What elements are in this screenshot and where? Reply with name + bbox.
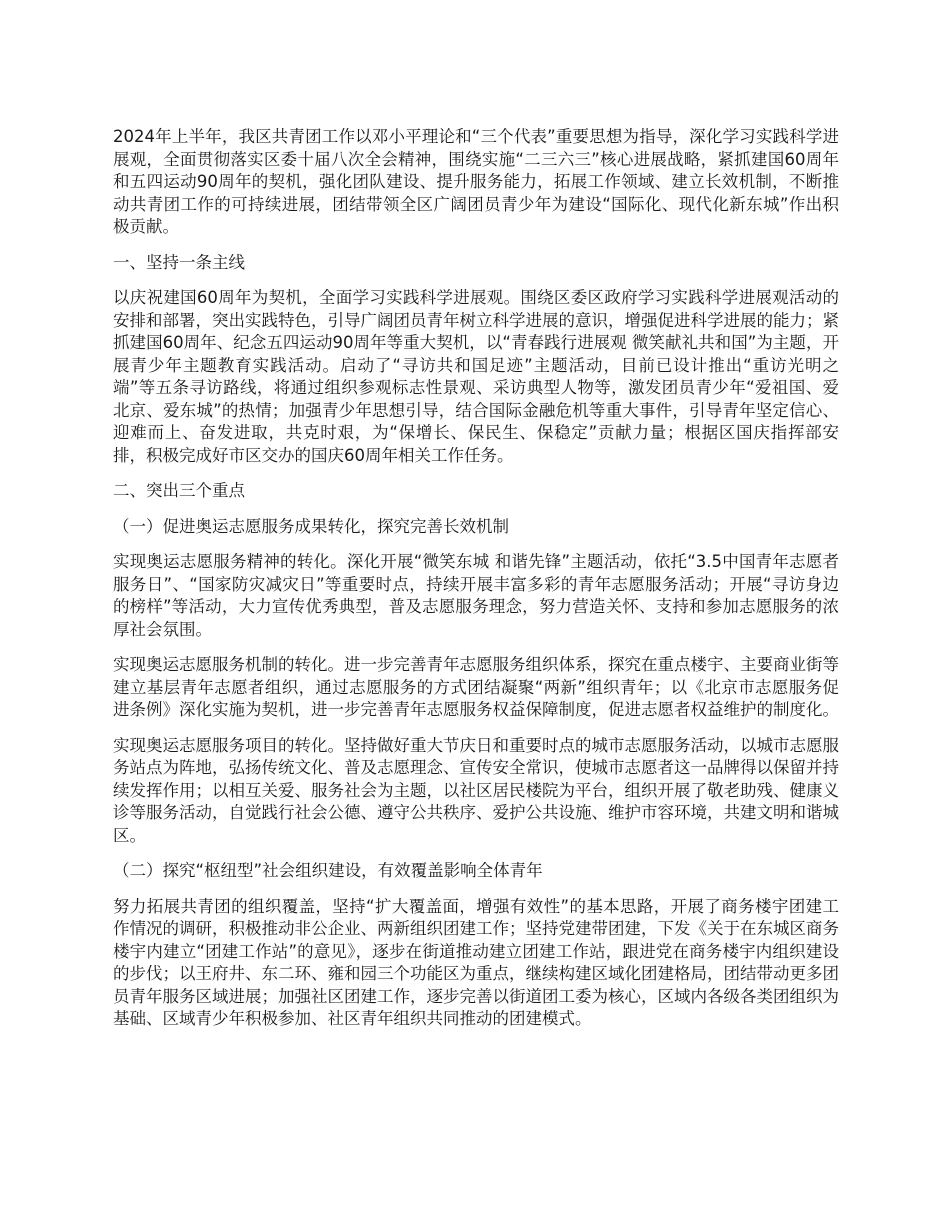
document-page (113, 126, 839, 1044)
section-1-paragraph: 以庆祝建国60周年为契机，全面学习实践科学进展观。围绕区委区政府学习实践科学进展观活动的安排和部署，突出实践特色，引导广阔团员青年树立科学进展的意识，增强促进科学进展的能力；紧抓建国60周年、纪念五四运动90周年等重大契机，以“青春践行进展观 微笑献礼共和国”为主题，开展青少年主题教育实践活动。启动了“寻访共和国足迹”主题活动，目前已设计推出“重访光明之端”等五条寻访路线，将通过组织参观标志性景观、采访典型人物等，激发团员青少年“爱祖国、爱北京、爱东城”的热情；加强青少年思想引导，结合国际金融危机等重大事件，引导青年坚定信心、迎难而上、奋发进取，共克时艰，为“保增长、保民生、保稳定”贡献力量；根据区国庆指挥部安排，积极完成好市区交办的国庆60周年相关工作任务。 (113, 288, 839, 465)
intro-paragraph: 2024年上半年，我区共青团工作以邓小平理论和“三个代表”重要思想为指导，深化学习实践科学进展观，全面贯彻落实区委十届八次全会精神，围绕实施“二三六三”核心进展战略，紧抓建国60周年和五四运动90周年的契机，强化团队建设、提升服务能力，拓展工作领域、建立长效机制，不断推动共青团工作的可持续进展，团结带领全区广阔团员青少年为建设“国际化、现代化新东城”作出积极贡献。 (113, 127, 839, 236)
subsection-1-paragraph-1: 实现奥运志愿服务精神的转化。深化开展“微笑东城 和谐先锋”主题活动，依托“3.5中国青年志愿者服务日”、“国家防灾减灾日”等重要时点，持续开展丰富多彩的青年志愿服务活动；开展“寻访身边的榜样”等活动，大力宣传优秀典型，普及志愿服务理念，努力营造关怀、支持和参加志愿服务的浓厚社会氛围。 (113, 552, 839, 639)
subsection-heading-1: （一）促进奥运志愿服务成果转化，探究完善长效机制 (113, 516, 509, 536)
subsection-1-paragraph-3: 实现奥运志愿服务项目的转化。坚持做好重大节庆日和重要时点的城市志愿服务活动，以城市志愿服务站点为阵地，弘扬传统文化、普及志愿理念、宣传安全常识，使城市志愿者这一品牌得以保留并持续发挥作用；以相互关爱、服务社会为主题，以社区居民楼院为平台，组织开展了敬老助残、健康义诊等服务活动，自觉践行社会公德、遵守公共秩序、爱护公共设施、维护市容环境，共建文明和谐城区。 (113, 735, 839, 845)
subsection-1-paragraph-2: 实现奥运志愿服务机制的转化。进一步完善青年志愿服务组织体系，探究在重点楼宇、主要商业街等建立基层青年志愿者组织，通过志愿服务的方式团结凝聚“两新”组织青年；以《北京市志愿服务促进条例》深化实施为契机，进一步完善青年志愿服务权益保障制度，促进志愿者权益维护的制度化。 (113, 655, 839, 719)
section-heading-1: 一、坚持一条主线 (113, 252, 245, 272)
subsection-2-paragraph-1: 努力拓展共青团的组织覆盖，坚持“扩大覆盖面，增强有效性”的基本思路，开展了商务楼宇团建工作情况的调研，积极推动非公企业、两新组织团建工作；坚持党建带团建，下发《关于在东城区商务楼宇内建立“团建工作站”的意见》，逐步在街道推动建立团建工作站，跟进党在商务楼宇内组织建设的步伐；以王府井、东二环、雍和园三个功能区为重点，继续构建区域化团建格局，团结带动更多团员青年服务区域进展；加强社区团建工作，逐步完善以街道团工委为核心，区域内各级各类团组织为基础、区域青少年积极参加、社区青年组织共同推动的团建模式。 (113, 896, 839, 1028)
subsection-heading-2: （二）探究“枢纽型”社会组织建设，有效覆盖影响全体青年 (113, 861, 543, 880)
section-heading-2: 二、突出三个重点 (113, 481, 245, 500)
